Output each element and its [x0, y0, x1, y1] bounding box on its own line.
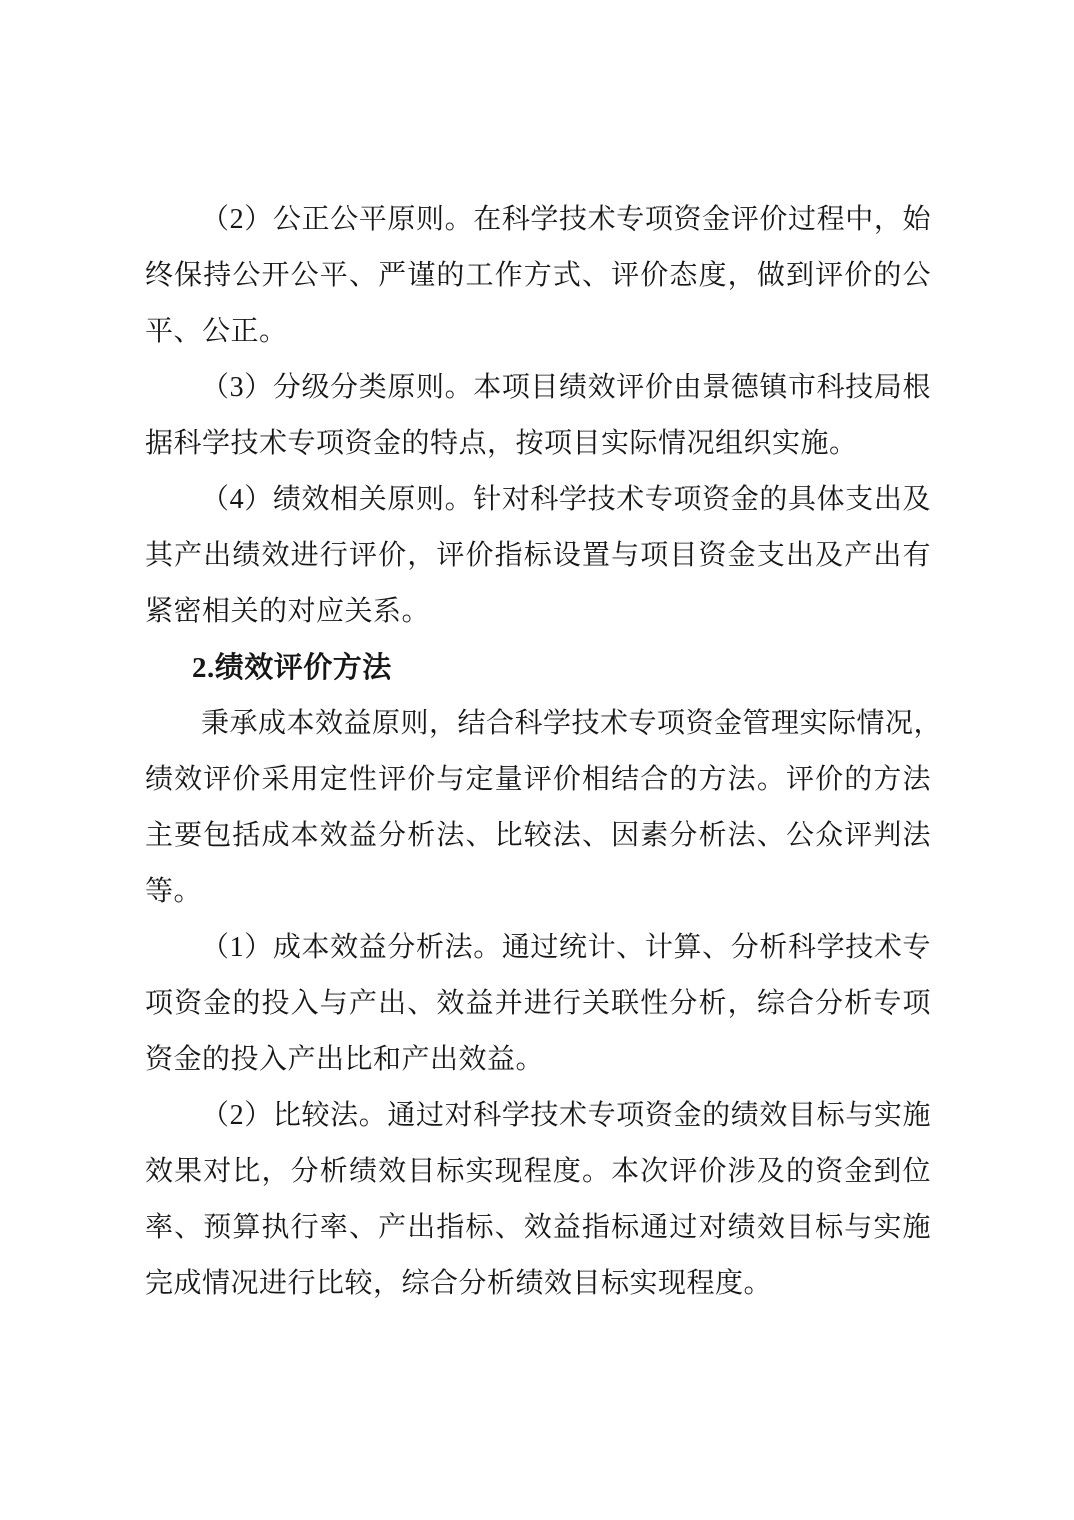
document-content [145, 192, 943, 1312]
paragraph [145, 920, 931, 1088]
text-line: 等。 [145, 876, 203, 907]
text-line: 主要包括成本效益分析法、比较法、因素分析法、公众评判法 [145, 820, 931, 851]
text-line: 资金的投入产出比和产出效益。 [145, 1044, 545, 1075]
paragraph [145, 696, 943, 920]
text-line: 终保持公开公平、严谨的工作方式、评价态度，做到评价的公 [145, 260, 931, 291]
paragraph [145, 192, 931, 360]
text-line: 效果对比，分析绩效目标实现程度。本次评价涉及的资金到位 [145, 1156, 931, 1187]
text-line: 秉承成本效益原则，结合科学技术专项资金管理实际情况， [201, 708, 943, 739]
text-line: （2）公正公平原则。在科学技术专项资金评价过程中，始 [201, 204, 931, 235]
text-line: 率、预算执行率、产出指标、效益指标通过对绩效目标与实施 [145, 1212, 931, 1243]
text-line: （2）比较法。通过对科学技术专项资金的绩效目标与实施 [201, 1100, 931, 1131]
text-line: 其产出绩效进行评价，评价指标设置与项目资金支出及产出有 [145, 540, 931, 571]
text-line: 完成情况进行比较，综合分析绩效目标实现程度。 [145, 1268, 773, 1299]
paragraph [145, 1088, 931, 1312]
text-line: 据科学技术专项资金的特点，按项目实际情况组织实施。 [145, 428, 858, 459]
paragraph [145, 360, 931, 472]
text-line: （3）分级分类原则。本项目绩效评价由景德镇市科技局根 [201, 372, 931, 403]
section-heading [145, 640, 931, 696]
paragraph [145, 472, 931, 640]
text-line: 绩效评价采用定性评价与定量评价相结合的方法。评价的方法 [145, 764, 931, 795]
text-line: 项资金的投入与产出、效益并进行关联性分析，综合分析专项 [145, 988, 931, 1019]
text-line: 紧密相关的对应关系。 [145, 596, 431, 627]
text-line: （1）成本效益分析法。通过统计、计算、分析科学技术专 [201, 932, 931, 963]
text-line: （4）绩效相关原则。针对科学技术专项资金的具体支出及 [201, 484, 931, 515]
text-line: 平、公正。 [145, 316, 288, 347]
text-line: 2.绩效评价方法 [192, 652, 392, 684]
